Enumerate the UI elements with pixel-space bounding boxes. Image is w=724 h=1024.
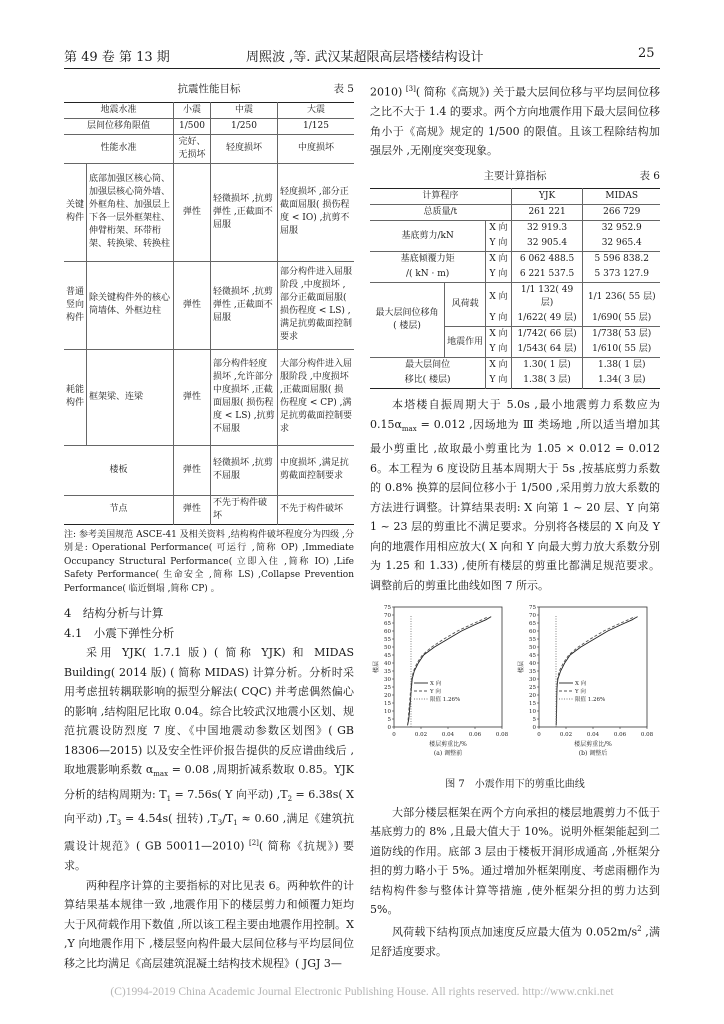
- section-4-1-heading: 4.1 小震下弹性分析: [64, 625, 175, 640]
- y-tick-label: 45: [384, 653, 391, 660]
- figure7-charts: [370, 601, 660, 773]
- table-cell: 完好、无损坏: [174, 134, 211, 163]
- table-cell: 底部加强区核心筒、加强层核心筒外墙、外框角柱、加强层上下各一层外框架柱、伸臂桁架、环带桁架、转换梁、转换柱: [87, 163, 174, 261]
- table-cell: /( kN · m): [405, 269, 450, 280]
- table-cell: Y 向: [486, 373, 511, 389]
- table-cell: 地震作用: [445, 327, 486, 358]
- table-cell: 32 919.3: [511, 221, 583, 237]
- table-cell: X 向: [486, 221, 511, 237]
- text-run: 最大层间位移角: [375, 308, 439, 319]
- table-cell: 1/1 236( 55 层): [583, 283, 660, 312]
- y-tick-label: 55: [529, 637, 536, 644]
- paragraph-analysis: [64, 643, 354, 876]
- text-run: ≈ 0.60 ,满足《建筑抗震设计规范》( GB 50011—2010): [64, 812, 354, 853]
- table-cell: 弹性: [174, 349, 211, 445]
- table-cell: 1.38( 1 层): [583, 358, 660, 374]
- text-run: 1: [233, 819, 238, 828]
- table-cell: 1/500: [174, 118, 211, 134]
- table-cell: 1/250: [211, 118, 278, 134]
- table-cell: 轻微损坏 ,抗剪弹性 ,正截面不屈服: [211, 163, 278, 261]
- table-cell: 移比( 楼层): [404, 375, 451, 386]
- y-tick-label: 65: [529, 621, 536, 628]
- table-cell: 6 221 537.5: [511, 267, 583, 283]
- table-cell: 除关键构件外的核心筒墙体、外框边柱: [87, 261, 174, 349]
- table-cell: 32 905.4: [511, 236, 583, 252]
- table-cell: X 向: [486, 252, 511, 268]
- table-cell: 部分构件轻度损坏 ,允许部分中度损坏 ,正截面屈服( 损伤程度 < LS) ,抗剪不屈服: [211, 349, 278, 445]
- table-cell: MIDAS: [583, 189, 660, 205]
- table-cell: 轻度损坏: [211, 134, 278, 163]
- y-tick-label: 40: [529, 661, 536, 668]
- journal-issue: 第 49 卷 第 13 期: [64, 50, 170, 65]
- x-tick-label: 0.02: [414, 732, 428, 739]
- table-cell: 轻微损坏 ,抗剪不屈服: [211, 445, 278, 495]
- table-cell: 轻度损坏 ,部分正截面屈服( 损伤程度 < IO) ,抗剪不屈服: [278, 163, 355, 261]
- series-line: [408, 617, 489, 726]
- paragraph-frame-shear: 大部分楼层框架在两个方向承担的楼层地震剪力不低于基底剪力的 8% ,且最大值大于 10%。说明外框架能起到二道防线的作用。底部 3 层由于楼板开洞形成通高 ,外框架分担的剪力略小于 5%。通过增加外框架刚度、考虑雨棚作为结构构件参与整体计算等措施 ,使外框架分担的剪力达到 5%。: [370, 805, 660, 917]
- table-cell: 普通竖向构件: [66, 286, 85, 323]
- legend-label: X 向: [575, 681, 587, 688]
- y-tick-label: 75: [384, 605, 391, 612]
- y-tick-label: 15: [529, 701, 536, 708]
- table-row: [64, 163, 354, 261]
- table-cell: 1.38( 3 层): [511, 373, 583, 389]
- table-row: [64, 349, 354, 445]
- table-row: [64, 495, 354, 524]
- table-row: [64, 261, 354, 349]
- table-cell: 最大层间位: [405, 360, 451, 371]
- x-tick-label: 0.06: [613, 732, 627, 739]
- table-cell: 部分构件进入屈服阶段 ,中度损坏 ,部分正截面屈服( 损伤程度 < LS) ,满足抗剪截面控制要求: [278, 261, 355, 349]
- text-run: ( 简称《抗规》) 要求。: [64, 839, 354, 873]
- series-line: [556, 617, 637, 726]
- table-cell: 小震: [174, 102, 211, 118]
- table-cell: 1/610( 55 层): [583, 342, 660, 358]
- y-tick-label: 30: [529, 677, 536, 684]
- table6: [370, 188, 660, 389]
- plot-frame: [539, 607, 647, 727]
- table-cell: X 向: [486, 327, 511, 343]
- table-cell: 1.34( 3 层): [583, 373, 660, 389]
- y-tick-label: 70: [384, 613, 391, 620]
- text-run: max: [153, 770, 169, 779]
- series-line: [408, 617, 492, 726]
- text-run: 3: [116, 819, 122, 828]
- legend-label: 限值 1.26%: [430, 697, 461, 704]
- text-run: = 0.08 ,周期折减系数取 0.85。YJK 分析的结构周期为: T: [64, 763, 354, 801]
- table-row: [370, 358, 660, 374]
- table-cell: X 向: [486, 358, 511, 374]
- table-cell: 节点: [109, 504, 128, 514]
- table-row: [64, 134, 354, 163]
- table-cell: 6 062 488.5: [511, 252, 583, 268]
- x-tick-label: 0: [392, 732, 396, 739]
- table-cell: 地震水准: [100, 104, 137, 115]
- y-tick-label: 20: [529, 693, 536, 700]
- y-tick-label: 25: [384, 685, 391, 692]
- table-cell: 轻微损坏 ,抗剪弹性 ,正截面不屈服: [211, 261, 278, 349]
- legend-label: X 向: [430, 681, 442, 688]
- text-run: [2]: [248, 839, 259, 848]
- table6-number: 表 6: [639, 169, 660, 182]
- table-cell: 261 221: [511, 205, 583, 221]
- page-number: 25: [638, 46, 655, 61]
- right-column: [370, 80, 660, 962]
- table-cell: 1/690( 55 层): [583, 311, 660, 327]
- table-row: [64, 118, 354, 134]
- table-cell: 大部分构件进入屈服阶段 ,中度损坏 ,正截面屈服( 损伤程度 < CP) ,满足抗剪截面控制要求: [278, 349, 355, 445]
- table-cell: 基底倾覆力矩: [400, 254, 455, 265]
- text-run: = 6.38s( X 向平动) ,T: [64, 787, 355, 826]
- y-tick-label: 45: [529, 653, 536, 660]
- table-cell: 弹性: [174, 495, 211, 524]
- table-cell: 中震: [211, 102, 278, 118]
- text-run: /T: [222, 812, 234, 826]
- table-cell: 弹性: [174, 163, 211, 261]
- table-cell: 计算程序: [422, 191, 459, 202]
- text-run: [3]: [405, 85, 416, 93]
- table-row: [64, 445, 354, 495]
- y-axis-label: 楼层: [373, 661, 380, 674]
- y-tick-label: 10: [384, 709, 391, 716]
- table-cell: 性能水准: [100, 143, 137, 153]
- series-line: [556, 617, 635, 726]
- text-run: 2: [637, 924, 642, 933]
- y-tick-label: 5: [532, 717, 536, 724]
- legend-label: Y 向: [575, 689, 586, 696]
- table-cell: 32 965.4: [583, 236, 660, 252]
- table-cell: Y 向: [486, 342, 511, 358]
- table5-caption: [64, 80, 354, 100]
- table5-title: 抗震性能目标: [177, 83, 241, 95]
- x-tick-label: 0.08: [640, 732, 654, 739]
- x-axis-label: 楼层剪重比/%: [429, 741, 467, 749]
- x-tick-label: 0.04: [586, 732, 600, 739]
- x-tick-label: 0: [537, 732, 541, 739]
- table-row: [370, 267, 660, 283]
- table-cell: 1/622( 49 层): [511, 311, 583, 327]
- table-cell: 中度损坏 ,满足抗剪截面控制要求: [278, 445, 355, 495]
- y-tick-label: 35: [384, 669, 391, 676]
- table-cell: 1/742( 66 层): [511, 327, 583, 343]
- x-tick-label: 0.08: [495, 732, 509, 739]
- table5-note: 注: 参考美国规范 ASCE-41 及相关资料 ,结构构件破坏程度分为四级 ,分别是: Operational Performance( 可运行 ,简称 OP) ,Immediate Occupancy Structural Performance( 立即入住 ,简称 IO) ,Life Safety Performance( 生命安全 ,简称 LS) ,Collapse Prevention Performance( 临近倒塌 ,简称 CP) 。: [64, 529, 354, 594]
- table-cell: [370, 283, 445, 358]
- y-tick-label: 5: [387, 717, 391, 724]
- table5-number: 表 5: [333, 83, 354, 95]
- paragraph-drift: [370, 80, 660, 161]
- table-cell: 32 952.9: [583, 221, 660, 237]
- table-cell: Y 向: [486, 311, 511, 327]
- text-run: 采用 YJK( 1.7.1 版) ( 简称 YJK) 和 MIDAS Building( 2014 版) ( 简称 MIDAS) 计算分析。分析时采用考虑扭转耦联影响的振型分解法( CQC) 并考虑偶然偏心的影响 ,结构阻尼比取 0.04。综合比较武汉地震小区划、规范抗震设防烈度 7 度、《中国地震动参数区划图》( GB 18306—2015) 以及安全性评价报告提供的反应谱曲线后 ,取地震影响系数 α: [64, 646, 354, 776]
- paragraph-shear-ratio: [370, 395, 660, 595]
- text-run: = 7.56s( Y 向平动) ,T: [171, 787, 288, 801]
- table-cell: 5 373 127.9: [583, 267, 660, 283]
- table-cell: 不先于构件破坏: [278, 495, 355, 524]
- text-run: 1: [166, 794, 172, 803]
- y-tick-label: 60: [529, 629, 536, 636]
- text-run: 风荷载下结构顶点加速度反应最大值为 0.052m/s: [392, 925, 638, 939]
- table-cell: 耗能构件: [66, 385, 85, 408]
- y-tick-label: 50: [384, 645, 391, 652]
- text-run: 本塔楼自振周期大于 5.0s ,最小地震剪力系数应为 0.15α: [370, 398, 660, 431]
- text-run: max: [401, 424, 417, 433]
- text-run: 3: [217, 819, 223, 828]
- table-cell: 1/1 132( 49 层): [511, 283, 583, 312]
- table-cell: 层间位移角限值: [86, 120, 150, 131]
- table-cell: 1/738( 53 层): [583, 327, 660, 343]
- panel-subcaption: (a) 调整前: [433, 750, 463, 758]
- table-cell: 中度损坏: [278, 134, 355, 163]
- table-cell: 1/543( 64 层): [511, 342, 583, 358]
- table-row: [370, 205, 660, 221]
- table-cell: Y 向: [486, 267, 511, 283]
- paragraph-comfort: [370, 920, 660, 962]
- x-tick-label: 0.04: [441, 732, 455, 739]
- table-cell: 框架梁、连梁: [87, 349, 174, 445]
- x-tick-label: 0.02: [559, 732, 573, 739]
- text-run: 2010): [370, 85, 406, 99]
- table-cell: 关键构件: [66, 200, 85, 223]
- panel-subcaption: (b) 调整后: [578, 750, 608, 758]
- table-cell: 1.30( 1 层): [511, 358, 583, 374]
- table-cell: 大震: [278, 102, 355, 118]
- table6-title: 主要计算指标: [483, 169, 547, 182]
- table-cell: 5 596 838.2: [583, 252, 660, 268]
- text-run: ,满足舒适度要求。: [370, 925, 660, 958]
- figure7-caption: 图 7 小震作用下的剪重比曲线: [445, 779, 585, 791]
- table-cell: 楼板: [109, 464, 128, 475]
- y-tick-label: 35: [529, 669, 536, 676]
- table-cell: 弹性: [174, 445, 211, 495]
- x-tick-label: 0.06: [468, 732, 482, 739]
- legend-label: 限值 1.26%: [575, 697, 606, 704]
- y-tick-label: 40: [384, 661, 391, 668]
- table-row: [370, 221, 660, 237]
- y-tick-label: 30: [384, 677, 391, 684]
- table-cell: 弹性: [174, 261, 211, 349]
- y-tick-label: 0: [387, 725, 391, 732]
- table-row: [370, 373, 660, 389]
- y-tick-label: 0: [532, 725, 536, 732]
- y-tick-label: 25: [529, 685, 536, 692]
- copyright-footer: (C)1994-2019 China Academic Journal Electronic Publishing House. All rights reserved. http://www.cnki.net: [110, 986, 614, 998]
- y-tick-label: 65: [384, 621, 391, 628]
- table6-caption: [370, 167, 660, 187]
- y-tick-label: 70: [529, 613, 536, 620]
- running-title: 周熙波 ,等. 武汉某超限高层塔楼结构设计: [246, 50, 484, 65]
- table-cell: 不先于构件破坏: [211, 495, 278, 524]
- y-tick-label: 10: [529, 709, 536, 716]
- y-tick-label: 75: [529, 605, 536, 612]
- paragraph-comparison: 两种程序计算的主要指标的对比见表 6。两种软件的计算结果基本规律一致 ,地震作用下的楼层剪力和倾覆力矩均大于风荷载作用下数值 ,所以该工程主要由地震作用控制。X ,Y 向地震作用下 ,楼层竖向构件最大层间位移与平均层间位移之比均满足《高层建筑混凝土结构技术规程》( JGJ 3—: [64, 878, 354, 970]
- table-row: [370, 283, 660, 312]
- table-row: [370, 252, 660, 268]
- x-axis-label: 楼层剪重比/%: [574, 741, 612, 749]
- text-run: ( 楼层): [393, 321, 421, 332]
- header-rule: [64, 68, 660, 69]
- table-cell: 基底剪力/kN: [370, 221, 486, 252]
- table-row: [370, 189, 660, 205]
- y-tick-label: 55: [384, 637, 391, 644]
- y-tick-label: 50: [529, 645, 536, 652]
- section-4-heading: 4 结构分析与计算: [64, 606, 164, 620]
- table-cell: 266 729: [583, 205, 660, 221]
- text-run: = 0.012 ,因场地为 Ⅲ 类场地 ,所以适当增加其最小剪重比 ,故取最小剪重比为 1.05 × 0.012 = 0.012 6。本工程为 6 度设防且基本周期大于 5s ,按基底剪力系数的 0.8% 换算的层间位移小于 1/500 ,采用剪力放大系数的方法进行调整。计算结果表明: X 向第 1 ~ 20 层、Y 向第 1 ~ 23 层的剪重比不满足要求。分别将各楼层的 X 向及 Y 向的地震作用相应放大( X 向和 Y 向最大剪力放大系数分别为 1.25 和 1.33) ,使所有楼层的剪重比都满足规范要求。调整前后的剪重比曲线如图 7 所示。: [370, 417, 660, 592]
- table-cell: X 向: [486, 283, 511, 312]
- table-cell: Y 向: [486, 236, 511, 252]
- y-tick-label: 60: [384, 629, 391, 636]
- table5: [64, 102, 354, 525]
- text-run: ( 简称《高规》) 关于最大层间位移与平均层间位移之比不大于 1.4 的要求。两个方向地震作用下最大层间位移角小于《高规》规定的 1/500 的限值。且该工程除结构加强层外 ,无刚度突变现象。: [370, 85, 660, 158]
- plot-frame: [394, 607, 502, 727]
- table-cell: 风荷载: [445, 283, 486, 327]
- y-tick-label: 15: [384, 701, 391, 708]
- table-cell: 总质量/t: [423, 207, 458, 218]
- table-cell: YJK: [511, 189, 583, 205]
- left-column: [64, 80, 354, 973]
- text-run: = 4.54s( 扭转) ,T: [121, 812, 218, 826]
- y-axis-label: 楼层: [518, 661, 525, 674]
- y-tick-label: 20: [384, 693, 391, 700]
- table-row: [64, 102, 354, 118]
- legend-label: Y 向: [430, 689, 441, 696]
- text-run: 2: [287, 794, 293, 803]
- table-cell: 1/125: [278, 118, 355, 134]
